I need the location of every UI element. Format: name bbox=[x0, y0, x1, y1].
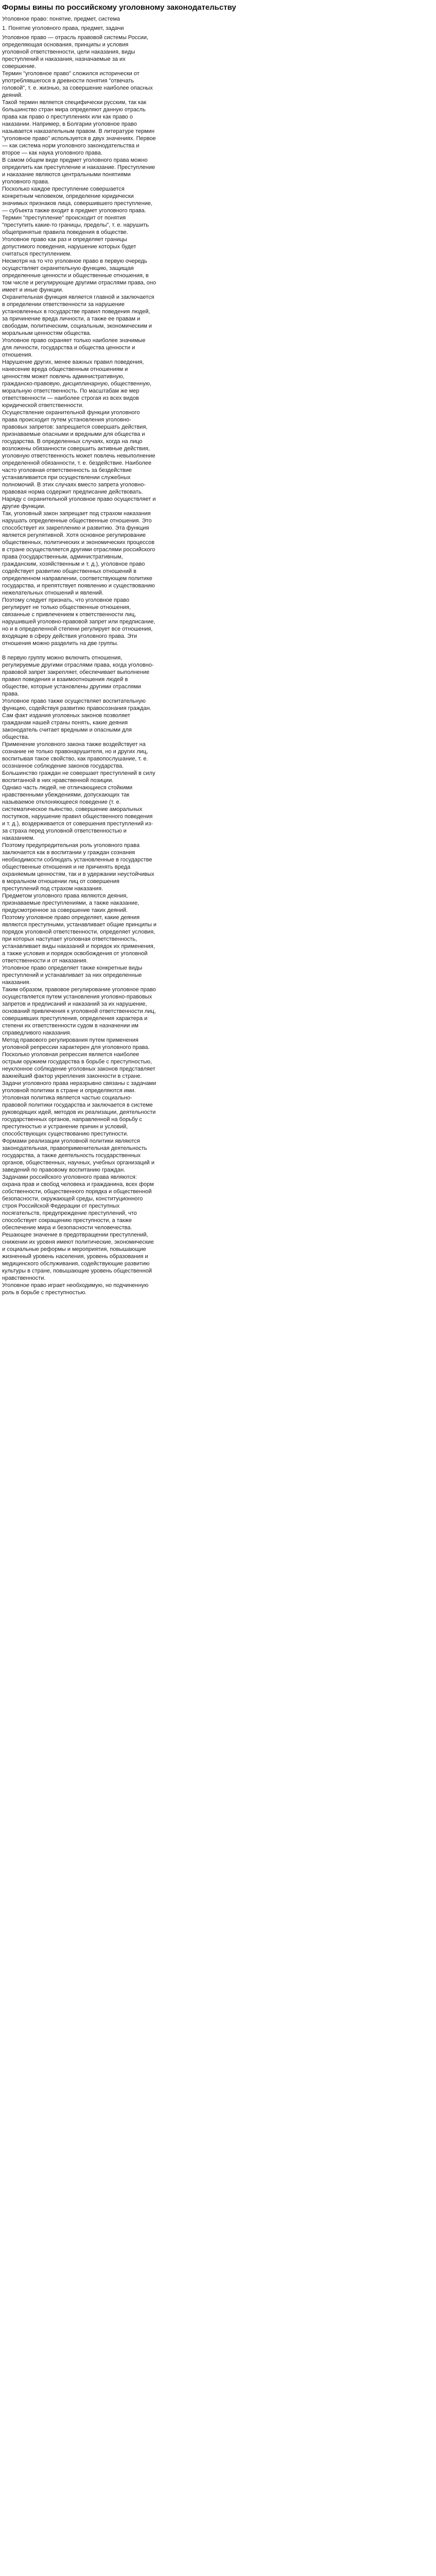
section-heading: 1. Понятие уголовного права, предмет, задачи bbox=[2, 25, 124, 31]
paragraph-block: Уголовное право — отрасль правовой системы России, определяющая основания, принципы и условия уголовной ответственности, цели наказания, виды преступлений и наказания, назначаемые за их совершение. Термин "уголовное право" сложился исторически от употреблявшегося в древности понятия "отвечать головой", т. е. жизнью, за совершение наиболее опасных деяний. Такой термин является специфически русским, так как большинство стран мира определяют данную отрасль права как право о преступлениях или как право о наказании. Например, в Болгарии уголовное право называется наказательным правом. В литературе термин "уголовное право" используется в двух значениях. Первое — как система норм уголовного законодательства и второе — как наука уголовного права. В самом общем виде предмет уголовного права можно определить как преступление и наказание. Преступление и наказание являются центральными понятиями уголовного права. Посколько каждое преступление совершается конкретным человеком, определение юридически значимых признаков лица, совершившего преступление, — субъекта также входит в предмет уголовного права. Термин "преступление" происходит от понятия "преступить какие-то границы, пределы", т. е. нарушить общепринятые правила поведения в обществе. Уголовное право как раз и определяет границы допустимого поведения, нарушение которых будет считаться преступлением. Несмотря на то что уголовное право в первую очередь осуществляет охранительную функцию, защищая определенные ценности и общественные отношения, в том числе и регулирующие другими отраслями права, оно имеет и иные функции. bbox=[2, 35, 156, 293]
paragraph-block: В первую группу можно включить отношения, регулируемые другими отраслями права, когда уголовно-правовой запрет закрепляет, обеспечивает выполнение правил поведения и взаимоотношения людей в обществе, которые установлены другими отраслями права. Уголовное право также осуществляет воспитательную функцию, содействуя развитию правосознания граждан. Сам факт издания уголовных законов позволяет гражданам нашей страны понять, какие деяния законодатель считает вредными и опасными для общества. Применение уголовного закона также воздействует на сознание не только правонарушителя, но и других лиц, воспитывая такое свойство, как правопослушание, т. е. осознанное соблюдение законов государства. Большинство граждан не совершает преступлений в силу воспитанной в них нравственной позиции. Однако часть людей, не отличающиеся стойкими нравственными убеждениями, допускающих так называемое отклоняющееся поведение (т. е. систематическое пьянство, совершение аморальных поступков, нарушение правил общественного поведения и т. д.), воздерживается от совершения преступлений из-за страха перед уголовной ответственностью и наказанием. Поэтому предупредительная роль уголовного права заключается как в воспитании у граждан сознания необходимости соблюдать установленные в государстве общественные отношения и не причинять вреда охраняемым ценностям, так и в удержании неустойчивых в моральном отношении лиц от совершения преступлений под страхом наказания. Предметом уголовного права являются деяния, признаваемые преступлениями, а также наказание, предусмотренное за совершение таких деяний. Поэтому уголовное право определяет, какие деяния являются преступными, устанавливает общие принципы и порядок уголовной ответственности, определяет условия, при которых наступает уголовная ответственность, устанавливает виды наказаний и порядок их применения, а также условия и порядок освобождения от уголовной ответственности и от наказания. Уголовное право определяет также конкретные виды преступлений и устанавливает за них определенные наказания. Таким образом, правовое регулирование уголовное право осуществляется путем установления уголовно-правовых запретов и предписаний и наказаний за их нарушение, оснований привлечения к уголовной ответственности лиц, совершивших преступления, определения характера и степени их ответственности судом в назначении им справедливого наказания. Метод правового регулирования путем применения уголовной репрессии характерен для уголовного права. Посколько уголовная репрессия является наиболее острым оружием государства в борьбе с преступностью, неуклонное соблюдение уголовных законов представляет важнейший фактор укрепления законности в стране. Задачи уголовного права неразрывно связаны с задачами уголовной политики в стране и определяются ими. Уголовная политика является частью социально-правовой политики государства и заключается в системе руководящих идей, методов их реализации, деятельности государственных органов, направленной на борьбу с преступностью и устранение причин и условий, способствующих существованию преступности. Формами реализации уголовной политики являются законодательная, правоприменительная деятельность государства, а также деятельность государственных органов, общественных, научных, учебных организаций и заведений по правовому воспитанию граждан. Задачами российского уголовного права являются: охрана прав и свобод человека и гражданина, всех форм собственности, общественного порядка и общественной безопасности, окружающей среды, конституционного строя Российской Федерации от преступных посягательств, предупреждение преступлений, что способствует сокращению преступности, а также обеспечение мира и безопасности человечества. Решающее значение в предотвращении преступлений, снижении их уровня имеют политические, экономические и социальные реформы и мероприятия, повышающие жизненный уровень населения, уровень образования и медицинского обслуживания, содействующие развитию культуры в стране, повышающие уровень общественной нравственности. Уголовное право играет необходимую, но подчиненную роль в борьбе с преступностью. bbox=[2, 655, 156, 1296]
paragraph-block: Охранительная функция является главной и заключается в определении ответственности за нарушение установленных в государстве правил поведения людей, за причинение вреда личности, а также ее правам и свободам, политическим, социальным, экономическим и моральным ценностям общества. Уголовное право охраняет только наиболее значимые для личности, государства и общества ценности и отношения. Нарушение других, менее важных правил поведения, нанесение вреда общественным отношениям и ценностям может повлечь административную, гражданско-правовую, дисциплинарную, общественную, моральную ответственность. По масштабам же мер ответственности — наиболее строгая из всех видов юридической ответственности. Осуществление охранительной функции уголовного права происходит путем установления уголовно-правовых запретов: запрещается совершать действия, признаваемые опасными и вредными для общества и государства. В определенных случаях, когда на лицо возложены обязанности совершить активные действия, уголовную ответственность может повлечь невыполнение определенной обязанности, т. е. бездействие. Наиболее часто уголовная ответственность за бездействие устанавливается при осуществлении служебных полномочий. В этих случаях вместо запрета уголовно-правовая норма содержит предписание действовать. Наряду с охранительной уголовное право осуществляет и другие функции. Так, уголовный закон запрещает под страхом наказания нарушать определенные общественные отношения. Это способствует их закреплению и развитию. Эта функция является регулятивной. Хотя основное регулирование общественных, политических и экономических процессов в стране осуществляется другими отраслями российского права (государственным, административным, гражданским, хозяйственным и т. д.), уголовное право содействует развитию общественных отношений в определенном направлении, соответствующем политике государства, и препятствует появлению и существованию нежелательных отношений и явлений. Поэтому следует признать, что уголовное право регулирует не только общественные отношения, связанные с привлечением к ответственности лиц, нарушившей уголовно-правовой запрет или предписание, но и в определенной степени регулирует все отношения, входящие в сферу действия уголовного права. Эти отношения можно разделить на две группы. bbox=[2, 294, 156, 647]
document-subtitle: Уголовное право: понятие, предмет, система bbox=[2, 16, 120, 22]
document-body bbox=[2, 25, 156, 1296]
document-title: Формы вины по российскому уголовному законодательству bbox=[2, 3, 236, 12]
